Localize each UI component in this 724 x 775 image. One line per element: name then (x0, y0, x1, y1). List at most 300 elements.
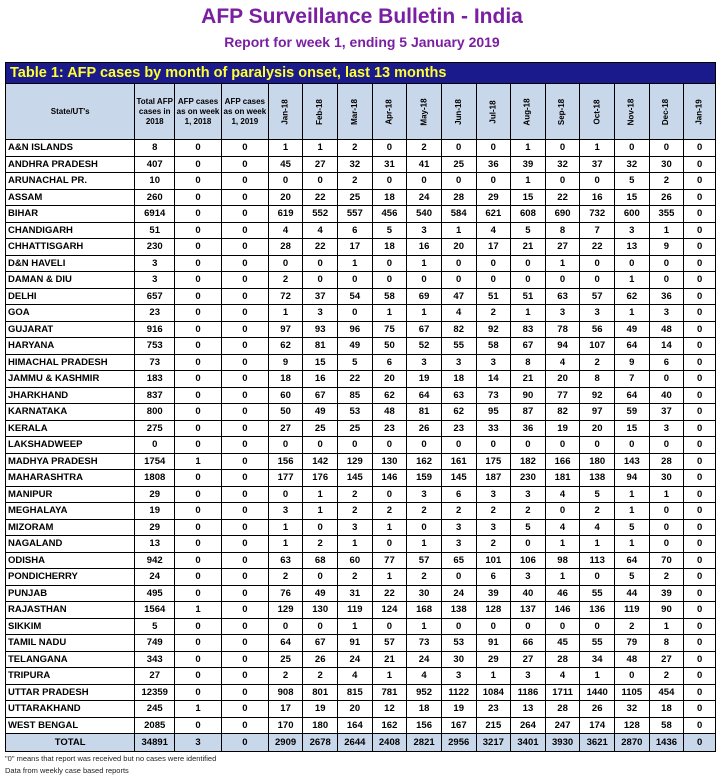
state-name: GUJARAT (6, 321, 135, 338)
table-row (6, 668, 716, 685)
table-cell: 119 (615, 602, 650, 619)
table-cell: 2956 (441, 734, 476, 752)
header-total: Total AFP cases in 2018 (135, 84, 175, 140)
table-cell: 23 (441, 420, 476, 437)
table-cell: 23 (372, 420, 407, 437)
table-cell: 343 (135, 651, 175, 668)
table-cell: 1 (372, 519, 407, 536)
table-cell: 600 (615, 206, 650, 223)
table-cell: 0 (175, 635, 222, 652)
table-cell: 1 (303, 486, 338, 503)
table-cell: 0 (175, 321, 222, 338)
table-cell: 13 (511, 701, 546, 718)
table-cell: 87 (511, 404, 546, 421)
table-cell: 24 (441, 585, 476, 602)
table-cell: 25 (441, 156, 476, 173)
table-cell: 0 (684, 156, 716, 173)
table-cell: 2 (338, 569, 373, 586)
table-cell: 44 (615, 585, 650, 602)
header-month: Jul-18 (476, 84, 511, 140)
table-cell: 10 (135, 173, 175, 190)
table-cell: 67 (303, 635, 338, 652)
table-cell: 41 (407, 156, 442, 173)
table-cell: 119 (338, 602, 373, 619)
table-cell: 215 (476, 717, 511, 734)
table-cell: 3 (476, 486, 511, 503)
table-cell: 29 (476, 651, 511, 668)
state-name: UTTARAKHAND (6, 701, 135, 718)
table-cell: 1 (615, 503, 650, 520)
table-cell: 78 (545, 321, 580, 338)
table-cell: 1 (268, 519, 303, 536)
table-cell: 19 (545, 420, 580, 437)
table-cell: 146 (545, 602, 580, 619)
table-cell: 30 (649, 470, 684, 487)
table-cell: 0 (175, 618, 222, 635)
table-cell: 24 (135, 569, 175, 586)
table-cell: 749 (135, 635, 175, 652)
table-cell: 6 (372, 354, 407, 371)
table-cell: 49 (338, 338, 373, 355)
table-cell: 0 (338, 305, 373, 322)
table-cell: 20 (580, 420, 615, 437)
table-cell: 5 (338, 354, 373, 371)
table-cell: 1 (372, 668, 407, 685)
table-cell: 4 (303, 222, 338, 239)
table-cell: 6 (476, 569, 511, 586)
table-cell: 0 (684, 288, 716, 305)
table-cell: 69 (407, 288, 442, 305)
table-cell: 48 (649, 321, 684, 338)
table-cell: 18 (441, 371, 476, 388)
table-cell: 63 (441, 387, 476, 404)
state-name: WEST BENGAL (6, 717, 135, 734)
table-cell: 31 (338, 585, 373, 602)
state-name: KERALA (6, 420, 135, 437)
table-cell: 23 (476, 701, 511, 718)
table-cell: 2 (268, 668, 303, 685)
table-cell: 45 (268, 156, 303, 173)
table-cell: 2 (338, 486, 373, 503)
table-cell: 230 (135, 239, 175, 256)
table-cell: 0 (221, 354, 268, 371)
table-cell: 1440 (580, 684, 615, 701)
table-cell: 36 (511, 420, 546, 437)
table-row (6, 387, 716, 404)
table-cell: 24 (338, 651, 373, 668)
table-cell: 145 (441, 470, 476, 487)
table-cell: 2 (338, 503, 373, 520)
table-cell: 138 (441, 602, 476, 619)
report-title: AFP Surveillance Bulletin - India (201, 5, 523, 28)
table-cell: 0 (221, 453, 268, 470)
table-cell: 3 (476, 519, 511, 536)
table-cell: 0 (268, 437, 303, 454)
table-cell: 22 (580, 239, 615, 256)
table-cell: 0 (175, 585, 222, 602)
table-cell: 2 (511, 503, 546, 520)
total-label: TOTAL (6, 734, 135, 752)
table-cell: 51 (476, 288, 511, 305)
table-cell: 45 (545, 635, 580, 652)
table-cell: 3 (615, 222, 650, 239)
table-cell: 0 (441, 569, 476, 586)
table-cell: 456 (372, 206, 407, 223)
table-cell: 22 (338, 371, 373, 388)
table-cell: 77 (545, 387, 580, 404)
state-name: BIHAR (6, 206, 135, 223)
table-cell: 4 (545, 519, 580, 536)
table-cell: 1 (441, 222, 476, 239)
table-cell: 1 (580, 536, 615, 553)
table-row (6, 288, 716, 305)
table-cell: 136 (580, 602, 615, 619)
table-cell: 1 (268, 305, 303, 322)
table-cell: 142 (303, 453, 338, 470)
table-cell: 0 (221, 717, 268, 734)
table-cell: 17 (476, 239, 511, 256)
table-cell: 1 (268, 536, 303, 553)
header-month: Jan-19 (684, 84, 716, 140)
table-cell: 1 (511, 140, 546, 157)
table-cell: 0 (684, 602, 716, 619)
table-row (6, 222, 716, 239)
table-cell: 0 (221, 635, 268, 652)
table-cell: 17 (268, 701, 303, 718)
table-cell: 26 (649, 189, 684, 206)
table-cell: 2 (615, 618, 650, 635)
table-cell: 7 (615, 371, 650, 388)
table-cell: 18 (649, 701, 684, 718)
table-cell: 40 (511, 585, 546, 602)
table-header-row (6, 84, 716, 140)
table-cell: 57 (407, 552, 442, 569)
table-cell: 3 (649, 305, 684, 322)
table-cell: 4 (545, 668, 580, 685)
table-cell: 24 (407, 651, 442, 668)
table-cell: 0 (175, 206, 222, 223)
table-cell: 62 (268, 338, 303, 355)
table-cell: 51 (135, 222, 175, 239)
table-cell: 0 (372, 255, 407, 272)
header-month: Apr-18 (372, 84, 407, 140)
table-cell: 57 (372, 635, 407, 652)
state-name: ASSAM (6, 189, 135, 206)
table-cell: 0 (407, 173, 442, 190)
table-cell: 0 (684, 668, 716, 685)
table-cell: 63 (268, 552, 303, 569)
table-cell: 53 (338, 404, 373, 421)
table-cell: 0 (684, 486, 716, 503)
table-row (6, 701, 716, 718)
table-cell: 36 (476, 156, 511, 173)
table-cell: 2 (649, 668, 684, 685)
table-cell: 0 (221, 371, 268, 388)
table-cell: 0 (407, 437, 442, 454)
table-cell: 170 (268, 717, 303, 734)
table-row (6, 189, 716, 206)
table-cell: 0 (580, 272, 615, 289)
table-row (6, 140, 716, 157)
table-cell: 1711 (545, 684, 580, 701)
table-cell: 55 (580, 585, 615, 602)
table-cell: 0 (221, 519, 268, 536)
table-cell: 64 (268, 635, 303, 652)
table-cell: 3 (580, 305, 615, 322)
table-cell: 732 (580, 206, 615, 223)
state-name: NAGALAND (6, 536, 135, 553)
table-cell: 0 (221, 668, 268, 685)
table-cell: 0 (684, 585, 716, 602)
table-cell: 0 (221, 189, 268, 206)
table-cell: 1 (303, 140, 338, 157)
table-cell: 2 (649, 569, 684, 586)
table-cell: 3 (338, 519, 373, 536)
table-cell: 175 (476, 453, 511, 470)
table-cell: 0 (221, 255, 268, 272)
table-cell: 4 (476, 222, 511, 239)
table-cell: 781 (372, 684, 407, 701)
table-cell: 0 (268, 173, 303, 190)
table-cell: 1084 (476, 684, 511, 701)
table-cell: 0 (175, 486, 222, 503)
table-cell: 159 (407, 470, 442, 487)
table-cell: 27 (268, 420, 303, 437)
table-cell: 407 (135, 156, 175, 173)
table-cell: 2 (338, 173, 373, 190)
table-cell: 0 (684, 140, 716, 157)
table-cell: 355 (649, 206, 684, 223)
table-cell: 0 (268, 618, 303, 635)
table-cell: 48 (372, 404, 407, 421)
table-cell: 161 (441, 453, 476, 470)
table-cell: 837 (135, 387, 175, 404)
table-cell: 156 (268, 453, 303, 470)
table-cell: 801 (303, 684, 338, 701)
table-cell: 28 (268, 239, 303, 256)
table-cell: 1 (649, 486, 684, 503)
header-month: Jun-18 (441, 84, 476, 140)
table-cell: 1 (649, 618, 684, 635)
table-cell: 26 (580, 701, 615, 718)
table-cell: 3621 (580, 734, 615, 752)
table-cell: 58 (372, 288, 407, 305)
table-cell: 167 (441, 717, 476, 734)
table-cell: 0 (545, 618, 580, 635)
table-cell: 0 (338, 272, 373, 289)
table-cell: 0 (303, 437, 338, 454)
table-row (6, 569, 716, 586)
table-cell: 0 (221, 536, 268, 553)
table-cell: 13 (135, 536, 175, 553)
table-cell: 40 (649, 387, 684, 404)
table-cell: 177 (268, 470, 303, 487)
table-cell: 0 (221, 272, 268, 289)
table-cell: 552 (303, 206, 338, 223)
table-cell: 128 (615, 717, 650, 734)
table-cell: 0 (684, 189, 716, 206)
table-cell: 39 (476, 585, 511, 602)
table-cell: 58 (476, 338, 511, 355)
table-cell: 57 (580, 288, 615, 305)
table-cell: 1 (407, 536, 442, 553)
table-cell: 0 (175, 173, 222, 190)
table-cell: 0 (649, 371, 684, 388)
table-row (6, 239, 716, 256)
table-cell: 1 (407, 255, 442, 272)
table-cell: 0 (221, 684, 268, 701)
table-cell: 0 (221, 651, 268, 668)
table-cell: 0 (175, 668, 222, 685)
table-cell: 0 (649, 503, 684, 520)
table-cell: 51 (511, 288, 546, 305)
table-cell: 0 (221, 305, 268, 322)
state-name: MANIPUR (6, 486, 135, 503)
table-cell: 2 (303, 536, 338, 553)
table-caption: Table 1: AFP cases by month of paralysis onset, last 13 months (5, 62, 716, 83)
table-cell: 2 (407, 140, 442, 157)
table-cell: 181 (545, 470, 580, 487)
table-cell: 2644 (338, 734, 373, 752)
table-cell: 4 (407, 668, 442, 685)
state-name: MEGHALAYA (6, 503, 135, 520)
table-cell: 1122 (441, 684, 476, 701)
table-cell: 124 (372, 602, 407, 619)
state-name: A&N ISLANDS (6, 140, 135, 157)
table-cell: 49 (615, 321, 650, 338)
table-cell: 0 (441, 272, 476, 289)
table-cell: 24 (407, 189, 442, 206)
table-row (6, 338, 716, 355)
table-cell: 55 (441, 338, 476, 355)
table-cell: 3 (135, 255, 175, 272)
table-cell: 28 (545, 651, 580, 668)
table-cell: 138 (580, 470, 615, 487)
table-cell: 0 (684, 651, 716, 668)
table-cell: 6 (338, 222, 373, 239)
header-state: State/UT's (6, 84, 135, 140)
table-cell: 130 (372, 453, 407, 470)
table-cell: 21 (511, 239, 546, 256)
table-cell: 15 (511, 189, 546, 206)
table-cell: 5 (511, 222, 546, 239)
table-cell: 14 (649, 338, 684, 355)
table-cell: 37 (580, 156, 615, 173)
state-name: JAMMU & KASHMIR (6, 371, 135, 388)
table-cell: 1 (545, 536, 580, 553)
table-cell: 0 (511, 272, 546, 289)
table-cell: 29 (135, 486, 175, 503)
table-cell: 2408 (372, 734, 407, 752)
table-cell: 0 (684, 420, 716, 437)
table-cell: 166 (545, 453, 580, 470)
table-cell: 3 (441, 354, 476, 371)
table-cell: 22 (372, 585, 407, 602)
table-cell: 1 (407, 305, 442, 322)
table-cell: 79 (615, 635, 650, 652)
table-cell: 0 (175, 404, 222, 421)
table-cell: 0 (221, 569, 268, 586)
table-cell: 17 (338, 239, 373, 256)
table-cell: 82 (441, 321, 476, 338)
table-cell: 62 (372, 387, 407, 404)
afp-cases-table (5, 83, 716, 752)
table-cell: 1 (407, 618, 442, 635)
table-cell: 25 (268, 651, 303, 668)
table-cell: 27 (303, 156, 338, 173)
table-cell: 2 (407, 503, 442, 520)
table-cell: 0 (476, 140, 511, 157)
table-cell: 54 (338, 288, 373, 305)
table-cell: 0 (615, 437, 650, 454)
state-name: UTTAR PRADESH (6, 684, 135, 701)
table-cell: 9 (615, 354, 650, 371)
table-cell: 73 (135, 354, 175, 371)
table-cell: 39 (649, 585, 684, 602)
table-row (6, 420, 716, 437)
table-cell: 28 (649, 453, 684, 470)
table-cell: 0 (221, 387, 268, 404)
table-cell: 129 (338, 453, 373, 470)
table-cell: 247 (545, 717, 580, 734)
table-cell: 815 (338, 684, 373, 701)
table-cell: 942 (135, 552, 175, 569)
table-cell: 19 (135, 503, 175, 520)
table-cell: 5 (372, 222, 407, 239)
table-cell: 0 (175, 552, 222, 569)
table-cell: 37 (303, 288, 338, 305)
table-cell: 0 (372, 140, 407, 157)
table-row (6, 602, 716, 619)
table-cell: 454 (649, 684, 684, 701)
footnote-zero-meaning: "0" means that report was received but no cases were identified (5, 754, 217, 763)
table-cell: 1 (372, 305, 407, 322)
table-cell: 1 (580, 140, 615, 157)
table-row (6, 684, 716, 701)
table-cell: 0 (580, 173, 615, 190)
table-cell: 0 (175, 371, 222, 388)
table-row (6, 585, 716, 602)
table-cell: 1 (338, 618, 373, 635)
table-cell: 27 (135, 668, 175, 685)
table-cell: 20 (268, 189, 303, 206)
table-cell: 4 (545, 486, 580, 503)
table-cell: 16 (303, 371, 338, 388)
table-cell: 584 (441, 206, 476, 223)
table-cell: 60 (338, 552, 373, 569)
table-cell: 49 (303, 585, 338, 602)
table-cell: 0 (175, 651, 222, 668)
header-month: May-18 (407, 84, 442, 140)
table-cell: 0 (476, 173, 511, 190)
table-cell: 495 (135, 585, 175, 602)
table-cell: 94 (545, 338, 580, 355)
table-cell: 1 (615, 536, 650, 553)
table-cell: 0 (684, 354, 716, 371)
table-cell: 73 (407, 635, 442, 652)
table-cell: 0 (175, 470, 222, 487)
table-cell: 1564 (135, 602, 175, 619)
header-afp-week-2018: AFP cases as on week 1, 2018 (175, 84, 222, 140)
table-cell: 3 (303, 305, 338, 322)
table-cell: 1186 (511, 684, 546, 701)
table-cell: 753 (135, 338, 175, 355)
table-cell: 28 (545, 701, 580, 718)
table-cell: 0 (175, 288, 222, 305)
table-cell: 162 (407, 453, 442, 470)
table-cell: 2 (268, 569, 303, 586)
table-cell: 0 (303, 519, 338, 536)
